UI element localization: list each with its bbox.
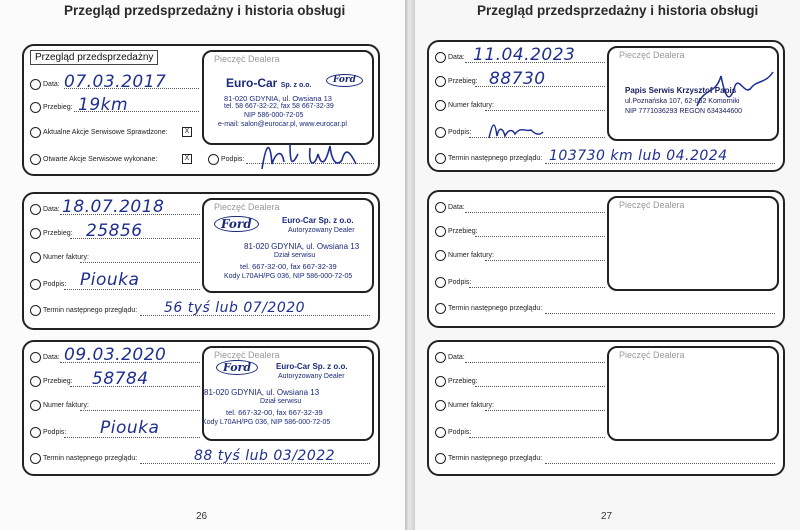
signature-label: Podpis: bbox=[43, 281, 67, 288]
invoice-label: Numer faktury: bbox=[448, 252, 494, 259]
radio-icon[interactable] bbox=[30, 453, 41, 464]
predelivery-card bbox=[22, 44, 380, 176]
page-title: Przegląd przedsprzedażny i historia obsługi bbox=[477, 3, 759, 18]
actions-open-checkbox[interactable] bbox=[182, 154, 192, 164]
signature-field[interactable] bbox=[435, 127, 471, 138]
stamp-label: Pieczęć Dealera bbox=[619, 350, 685, 360]
radio-icon[interactable] bbox=[208, 154, 219, 165]
date-field[interactable] bbox=[435, 202, 465, 213]
invoice-label: Numer faktury: bbox=[43, 402, 89, 409]
mileage-label: Przebieg: bbox=[43, 104, 73, 111]
radio-icon[interactable] bbox=[30, 102, 41, 113]
date-label: Data: bbox=[43, 354, 60, 361]
next-service-line bbox=[545, 313, 775, 314]
invoice-line bbox=[485, 410, 605, 411]
stamp-phone: tel. 667-32-00, fax 667-32-39 bbox=[226, 408, 323, 417]
service-entry-card bbox=[22, 192, 380, 330]
actions-open-field[interactable] bbox=[30, 154, 157, 165]
signature-label: Podpis: bbox=[448, 279, 472, 286]
invoice-line bbox=[485, 110, 605, 111]
right-page bbox=[415, 0, 800, 530]
radio-icon[interactable] bbox=[30, 427, 41, 438]
radio-icon[interactable] bbox=[435, 352, 446, 363]
ford-logo-icon: Ford bbox=[326, 74, 363, 87]
invoice-label: Numer faktury: bbox=[448, 402, 494, 409]
radio-icon[interactable] bbox=[30, 127, 41, 138]
date-value: 07.03.2017 bbox=[64, 72, 167, 92]
radio-icon[interactable] bbox=[30, 228, 41, 239]
dealer-stamp-box bbox=[607, 196, 779, 291]
invoice-label: Numer faktury: bbox=[448, 102, 494, 109]
next-service-field[interactable] bbox=[435, 453, 542, 464]
date-label: Data: bbox=[43, 206, 60, 213]
radio-icon[interactable] bbox=[30, 154, 41, 165]
next-service-value: 103730 km lub 04.2024 bbox=[549, 148, 728, 164]
dealer-stamp-box bbox=[202, 346, 374, 441]
service-entry-card bbox=[427, 340, 785, 476]
radio-icon[interactable] bbox=[435, 76, 446, 87]
signature-field[interactable] bbox=[30, 279, 66, 290]
radio-icon[interactable] bbox=[435, 427, 446, 438]
stamp-department: Dział serwisu bbox=[274, 252, 316, 259]
page-number: 27 bbox=[601, 511, 613, 522]
invoice-line bbox=[80, 410, 200, 411]
radio-icon[interactable] bbox=[30, 352, 41, 363]
radio-icon[interactable] bbox=[435, 453, 446, 464]
date-field[interactable] bbox=[30, 79, 60, 90]
date-field[interactable] bbox=[435, 352, 465, 363]
mileage-field[interactable] bbox=[30, 376, 73, 387]
stamp-address: 81-020 GDYNIA, ul. Owsiana 13 bbox=[244, 242, 360, 251]
stamp-phone: tel. 58 667-32-22, fax 58 667-32-39 bbox=[224, 103, 334, 110]
radio-icon[interactable] bbox=[435, 277, 446, 288]
signature-scribble bbox=[485, 118, 545, 140]
check-icon: X bbox=[182, 154, 192, 164]
check-icon: X bbox=[182, 127, 192, 137]
signature-label: Podpis: bbox=[448, 129, 472, 136]
date-label: Data: bbox=[448, 54, 465, 61]
date-value: 09.03.2020 bbox=[64, 345, 167, 365]
radio-icon[interactable] bbox=[30, 400, 41, 411]
actions-checked-checkbox[interactable] bbox=[182, 127, 192, 137]
stamp-phone: tel. 667-32-00, fax 667-32-39 bbox=[240, 262, 337, 271]
stamp-label: Pieczęć Dealera bbox=[619, 200, 685, 210]
mileage-value: 88730 bbox=[489, 69, 546, 89]
stamp-label: Pieczęć Dealera bbox=[214, 54, 280, 64]
invoice-label: Numer faktury: bbox=[43, 254, 89, 261]
stamp-address: 81-020 GDYNIA, ul. Owsiana 13 bbox=[224, 94, 332, 103]
mileage-field[interactable] bbox=[435, 226, 478, 237]
actions-checked-field[interactable] bbox=[30, 127, 168, 138]
next-service-label: Termin następnego przeglądu: bbox=[43, 455, 138, 462]
invoice-line bbox=[485, 260, 605, 261]
stamp-address: 81-020 GDYNIA, ul. Owsiana 13 bbox=[204, 388, 320, 397]
radio-icon[interactable] bbox=[435, 303, 446, 314]
stamp-label: Pieczęć Dealera bbox=[214, 202, 280, 212]
next-service-field[interactable] bbox=[30, 453, 137, 464]
radio-icon[interactable] bbox=[435, 127, 446, 138]
dealer-stamp-box bbox=[202, 50, 374, 145]
invoice-line bbox=[80, 262, 200, 263]
signature-field[interactable] bbox=[30, 427, 66, 438]
mileage-field[interactable] bbox=[30, 228, 73, 239]
next-service-label: Termin następnego przeglądu: bbox=[448, 155, 543, 162]
date-label: Data: bbox=[448, 204, 465, 211]
signature-scribble bbox=[252, 134, 362, 174]
radio-icon[interactable] bbox=[30, 252, 41, 263]
signature-line bbox=[469, 437, 605, 438]
stamp-department: Dział serwisu bbox=[260, 398, 302, 405]
radio-icon[interactable] bbox=[435, 100, 446, 111]
dealer-stamp-box bbox=[607, 346, 779, 441]
stamp-codes: Kody L70AH/PG 036, NIP 586-000-72-05 bbox=[202, 419, 331, 426]
stamp-company: Papis Serwis Krzysztof Papis bbox=[625, 86, 737, 95]
stamp-nip: NIP 7771036293 REGON 634344600 bbox=[625, 108, 743, 115]
page-title: Przegląd przedsprzedażny i historia obsługi bbox=[64, 3, 346, 18]
signature-scribble bbox=[695, 66, 775, 116]
stamp-nip: NIP 586-000-72-05 bbox=[244, 112, 304, 119]
ford-logo-icon: Ford bbox=[214, 216, 259, 232]
dealer-stamp-box bbox=[202, 198, 374, 293]
radio-icon[interactable] bbox=[30, 79, 41, 90]
stamp-codes: Kody L70AH/PG 036, NIP 586-000-72-05 bbox=[224, 273, 353, 280]
stamp-subtitle: Autoryzowany Dealer bbox=[278, 373, 345, 380]
stamp-brand: Euro-Car Sp. z o.o. bbox=[226, 76, 312, 90]
radio-icon[interactable] bbox=[435, 52, 446, 63]
date-field[interactable] bbox=[435, 52, 465, 63]
next-service-label: Termin następnego przeglądu: bbox=[448, 305, 543, 312]
mileage-value: 58784 bbox=[92, 369, 149, 389]
stamp-email: e-mail: salon@eurocar.pl, www.eurocar.pl bbox=[218, 121, 347, 128]
stamp-address: ul.Poznańska 107, 62-052 Komorniki bbox=[625, 98, 740, 105]
stamp-brand: Euro-Car Sp. z o.o. bbox=[282, 216, 354, 225]
date-label: Data: bbox=[43, 81, 60, 88]
service-entry-card bbox=[427, 190, 785, 328]
radio-icon[interactable] bbox=[435, 250, 446, 261]
signature-value: Piouka bbox=[80, 270, 140, 290]
radio-icon[interactable] bbox=[30, 376, 41, 387]
stamp-label: Pieczęć Dealera bbox=[619, 50, 685, 60]
date-field[interactable] bbox=[30, 204, 60, 215]
signature-label: Podpis: bbox=[448, 429, 472, 436]
stamp-brand: Euro-Car Sp. z o.o. bbox=[276, 362, 348, 371]
dealer-stamp-box bbox=[607, 46, 779, 141]
mileage-line bbox=[475, 386, 605, 387]
book-gutter bbox=[405, 0, 415, 530]
radio-icon[interactable] bbox=[435, 153, 446, 164]
stamp-label: Pieczęć Dealera bbox=[214, 350, 280, 360]
signature-field[interactable] bbox=[435, 277, 471, 288]
radio-icon[interactable] bbox=[30, 204, 41, 215]
next-service-value: 56 tyś lub 07/2020 bbox=[164, 300, 306, 316]
section-title: Przegląd przedsprzedażny bbox=[30, 50, 158, 65]
signature-field[interactable] bbox=[208, 154, 244, 165]
next-service-field[interactable] bbox=[30, 305, 137, 316]
signature-value: Piouka bbox=[100, 418, 160, 438]
actions-checked-label: Aktualne Akcje Serwisowe Sprawdzone: bbox=[43, 129, 168, 136]
service-entry-card bbox=[22, 340, 380, 476]
signature-field[interactable] bbox=[435, 427, 471, 438]
stamp-subtitle: Autoryzowany Dealer bbox=[288, 227, 355, 234]
signature-label: Podpis: bbox=[221, 156, 245, 163]
date-field[interactable] bbox=[30, 352, 60, 363]
mileage-field[interactable] bbox=[435, 376, 478, 387]
actions-open-label: Otwarte Akcje Serwisowe wykonane: bbox=[43, 156, 158, 163]
service-entry-card bbox=[427, 40, 785, 172]
next-service-label: Termin następnego przeglądu: bbox=[43, 307, 138, 314]
mileage-value: 19km bbox=[78, 95, 129, 115]
mileage-line bbox=[475, 236, 605, 237]
radio-icon[interactable] bbox=[435, 226, 446, 237]
mileage-label: Przebieg: bbox=[448, 378, 478, 385]
ford-logo-icon: Ford bbox=[216, 360, 258, 375]
date-line bbox=[465, 362, 605, 363]
mileage-value: 25856 bbox=[86, 221, 143, 241]
next-service-value: 88 tyś lub 03/2022 bbox=[194, 448, 336, 464]
radio-icon[interactable] bbox=[30, 279, 41, 290]
date-value: 18.07.2018 bbox=[62, 197, 165, 217]
radio-icon[interactable] bbox=[435, 202, 446, 213]
radio-icon[interactable] bbox=[435, 400, 446, 411]
date-label: Data: bbox=[448, 354, 465, 361]
mileage-label: Przebieg: bbox=[43, 230, 73, 237]
next-service-field[interactable] bbox=[435, 303, 542, 314]
next-service-line bbox=[545, 463, 775, 464]
signature-label: Podpis: bbox=[43, 429, 67, 436]
signature-line bbox=[469, 287, 605, 288]
radio-icon[interactable] bbox=[435, 376, 446, 387]
next-service-field[interactable] bbox=[435, 153, 542, 164]
mileage-label: Przebieg: bbox=[43, 378, 73, 385]
page-number: 26 bbox=[196, 511, 208, 522]
date-value: 11.04.2023 bbox=[473, 45, 576, 65]
radio-icon[interactable] bbox=[30, 305, 41, 316]
date-line bbox=[465, 212, 605, 213]
next-service-label: Termin następnego przeglądu: bbox=[448, 455, 543, 462]
mileage-field[interactable] bbox=[435, 76, 478, 87]
mileage-label: Przebieg: bbox=[448, 228, 478, 235]
mileage-field[interactable] bbox=[30, 102, 73, 113]
mileage-label: Przebieg: bbox=[448, 78, 478, 85]
